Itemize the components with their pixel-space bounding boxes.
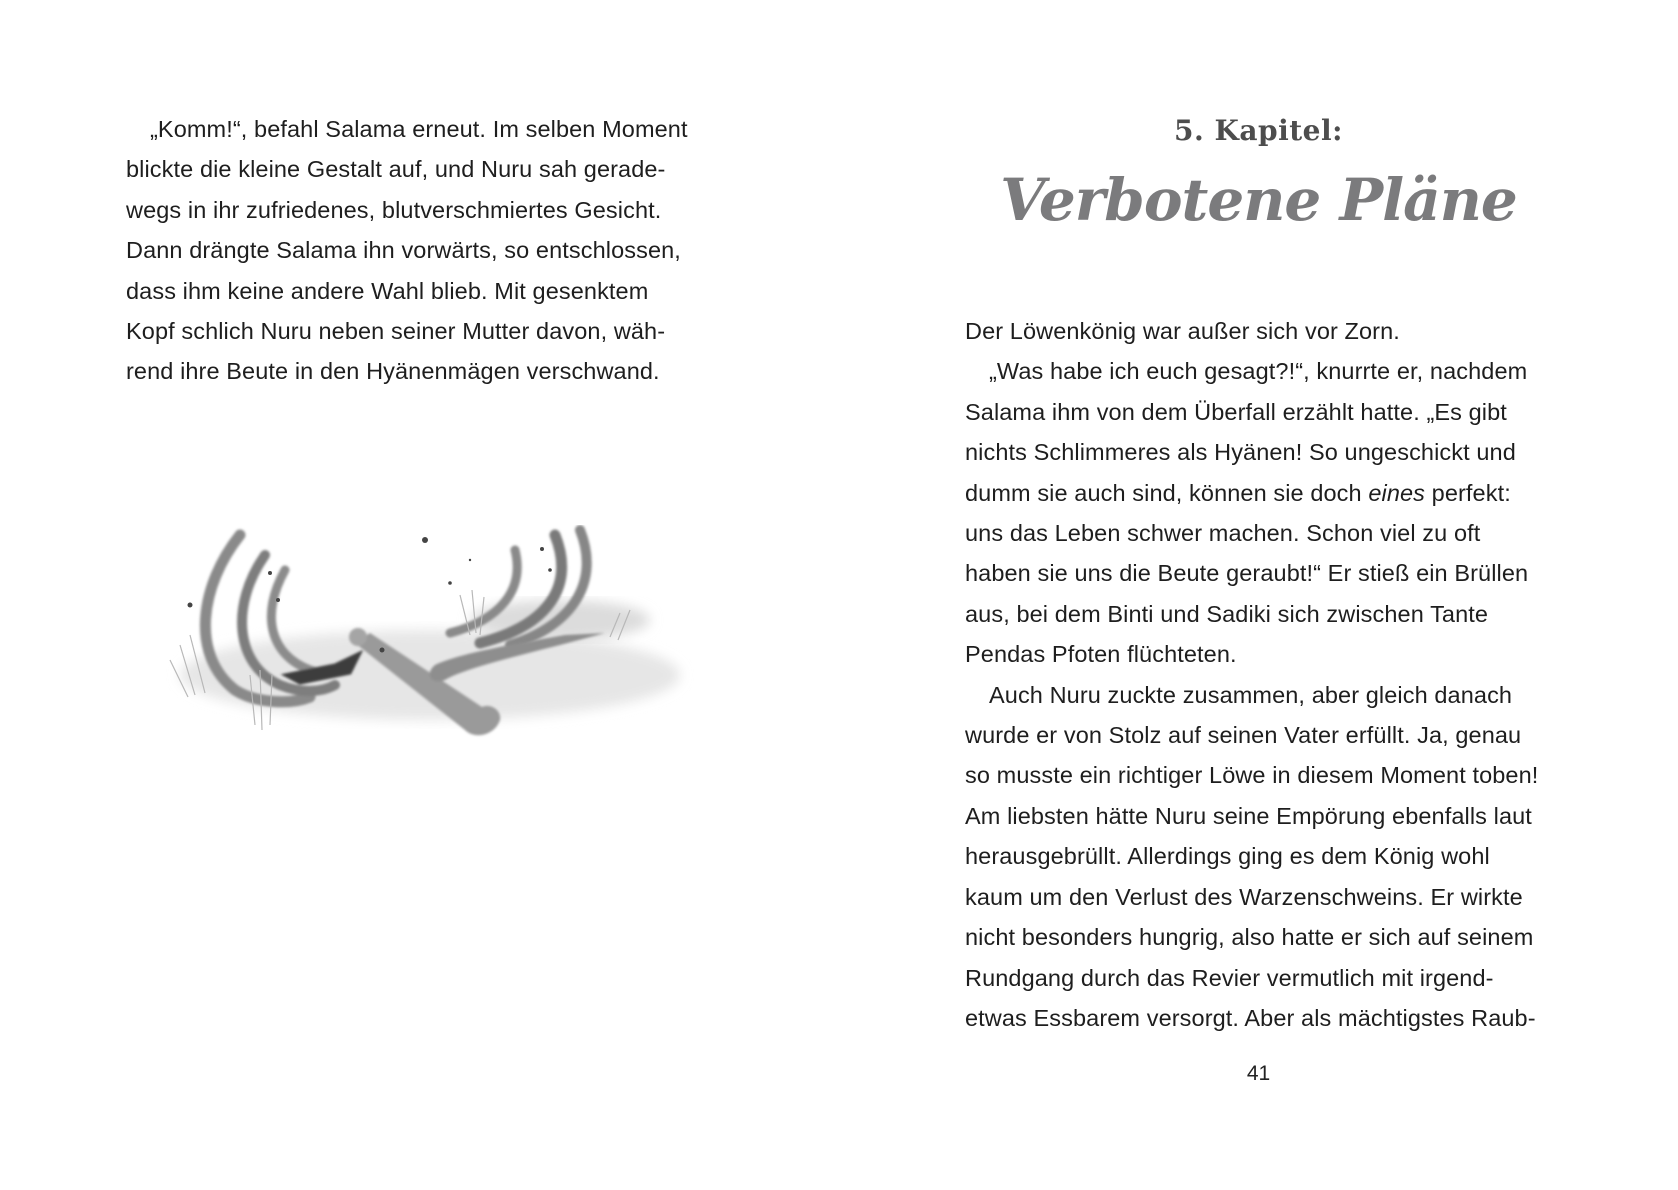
text-line: wurde er von Stolz auf seinen Vater erfüllt. Ja, genau: [965, 722, 1522, 749]
chapter-title: Verbotene Pläne: [1000, 166, 1517, 234]
text-line: rend ihre Beute in den Hyänenmägen verschwand.: [126, 358, 660, 385]
italic-word: eines: [1368, 479, 1426, 506]
text-line: etwas Essbarem versorgt. Aber als mächtigstes Raub-: [965, 1004, 1536, 1031]
text-line: wegs in ihr zufriedenes, blutverschmiertes Gesicht.: [126, 196, 662, 223]
right-page-text: [965, 311, 1565, 1038]
text-line: Rundgang durch das Revier vermutlich mit irgend-: [965, 964, 1494, 991]
text-line: haben sie uns die Beute geraubt!“ Er stieß ein Brüllen: [965, 560, 1529, 587]
text-line: blickte die kleine Gestalt auf, und Nuru sah gerade-: [126, 156, 666, 183]
bones-illustration: [160, 525, 705, 770]
page-number: 41: [1246, 1062, 1271, 1085]
text-line: Kopf schlich Nuru neben seiner Mutter davon, wäh-: [126, 318, 666, 345]
text-line: nicht besonders hungrig, also hatte er sich auf seinem: [965, 924, 1534, 951]
text-line: „Komm!“, befahl Salama erneut. Im selben Moment: [150, 116, 688, 142]
text-line: Pendas Pfoten flüchteten.: [965, 641, 1237, 668]
text-segment: perfekt:: [1425, 479, 1511, 506]
text-line: kaum um den Verlust des Warzenschweins. Er wirkte: [965, 883, 1523, 910]
text-line: uns das Leben schwer machen. Schon viel zu oft: [965, 520, 1481, 547]
text-line: dass ihm keine andere Wahl blieb. Mit gesenktem: [126, 277, 649, 304]
text-line: „Was habe ich euch gesagt?!“, knurrte er, nachdem: [989, 358, 1528, 385]
text-line: Am liebsten hätte Nuru seine Empörung ebenfalls laut: [965, 802, 1532, 829]
text-line: [965, 473, 1565, 513]
chapter-number: 5. Kapitel:: [1174, 114, 1343, 147]
text-line: Dann drängte Salama ihn vorwärts, so entschlossen,: [126, 237, 681, 264]
left-page-text: [126, 109, 726, 392]
right-page: [839, 0, 1678, 1190]
text-line: so musste ein richtiger Löwe in diesem Moment toben!: [965, 762, 1539, 789]
text-line: nichts Schlimmeres als Hyänen! So ungeschickt und: [965, 439, 1516, 466]
text-line: herausgebrüllt. Allerdings ging es dem König wohl: [965, 843, 1490, 870]
text-line: aus, bei dem Binti und Sadiki sich zwischen Tante: [965, 600, 1489, 627]
text-line: Auch Nuru zuckte zusammen, aber gleich danach: [989, 681, 1513, 708]
text-line: Der Löwenkönig war außer sich vor Zorn.: [965, 318, 1400, 344]
text-line: Salama ihm von dem Überfall erzählt hatte. „Es gibt: [965, 398, 1507, 425]
text-segment: dumm sie auch sind, können sie doch: [965, 479, 1369, 506]
